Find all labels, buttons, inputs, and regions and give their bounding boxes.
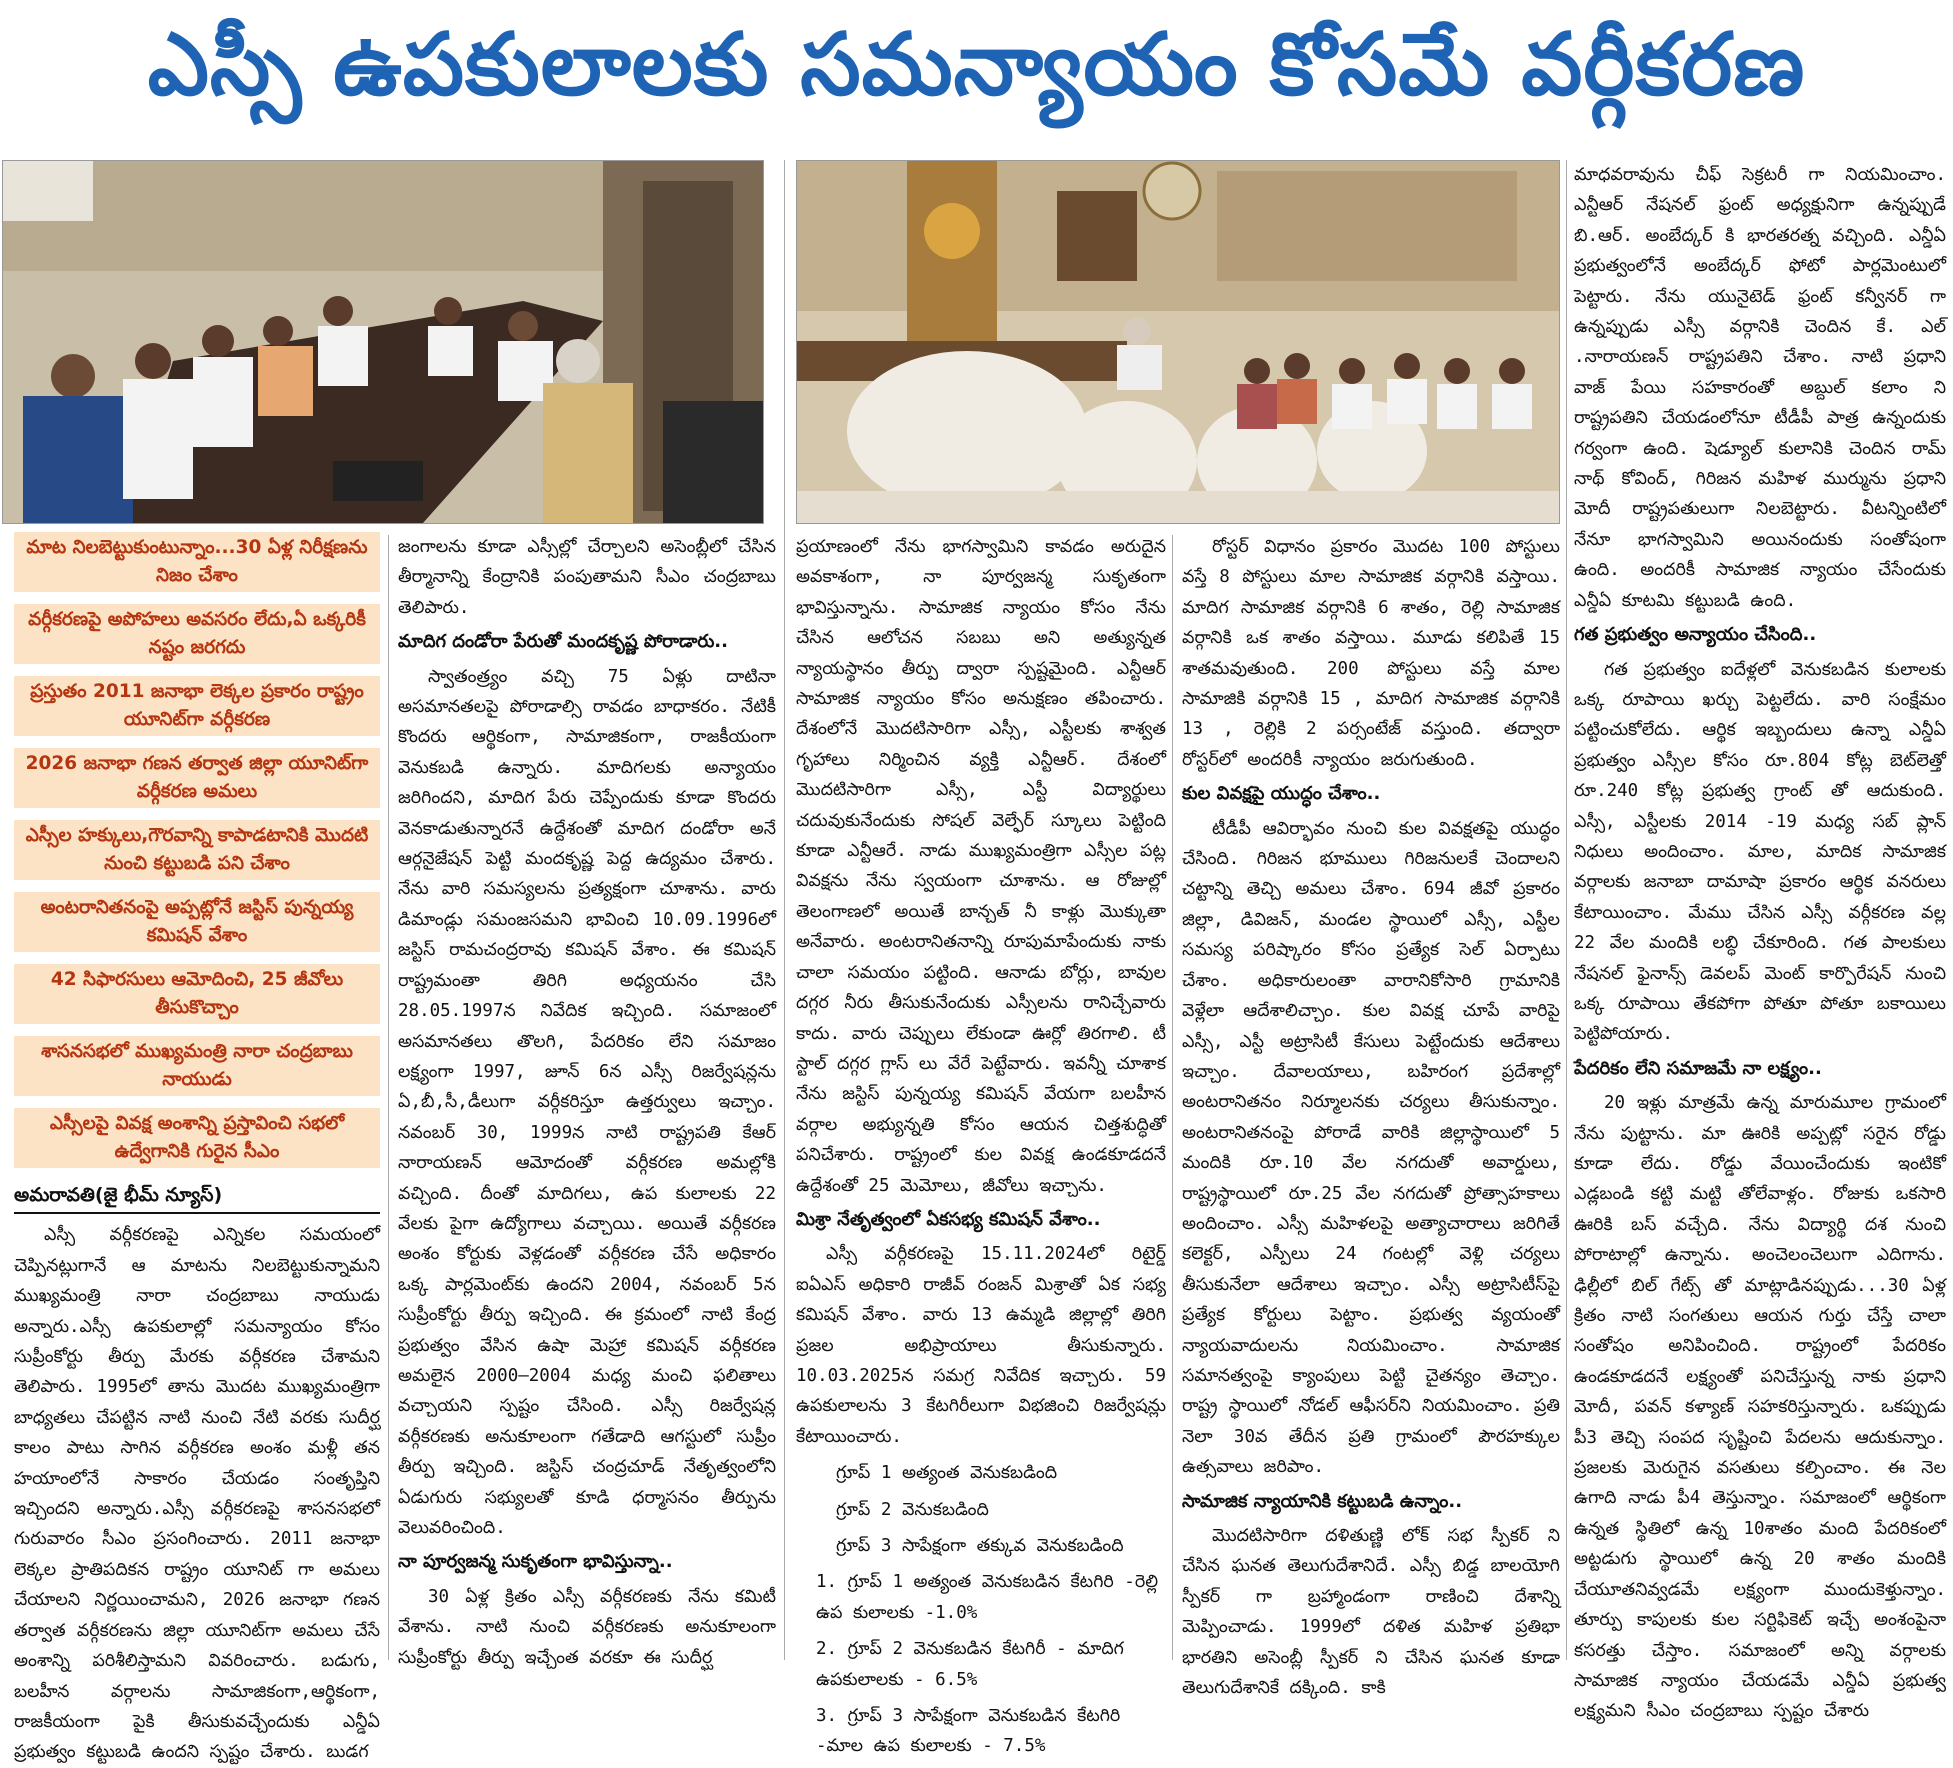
subheading: మిశ్రా నేతృత్వంలో ఏకసభ్య కమిషన్ వేశాం.. bbox=[796, 1208, 1101, 1230]
photo-cm-meeting-image bbox=[3, 161, 763, 523]
article-paragraph: స్వాతంత్ర్యం వచ్చి 75 ఏళ్లు దాటినా అసమానతలపై పోరాడాల్సి రావడం బాధాకరం. నేటికీ కొందరు ఆర్థికంగా, సామాజికంగా, రాజకీయంగా వెనుకబడి ఉన్నారు. మాదిగలకు అన్యాయం జరిగిందని, మాదిగ పేరు చెప్పేందుకు కూడా కొందరు వెనకాడుతున్నారనే ఉద్దేశంతో మాదిగ దండోరా అనే ఆర్గనైజేషన్ పెట్టి మందకృష్ణ పెద్ద ఉద్యమం చేశారు. నేను వారి సమస్యలను ప్రత్యక్షంగా చూశాను. వారు డిమాండ్లు సమంజసమని భావించి 10.09.1996లో జస్టిస్ రామచంద్రరావు కమిషన్ వేశాం. ఈ కమిషన్ రాష్ట్రమంతా తిరిగి అధ్యయనం చేసి 28.05.1997న నివేదిక ఇచ్చింది. సమాజంలో అసమానతలు తొలగి, పేదరికం లేని సమాజం లక్ష్యంగా 1997, జూన్ 6న ఎస్సీ రిజర్వేషన్లను ఏ,బీ,సీ,డీలుగా వర్గీకరిస్తూ ఉత్తర్వులు ఇచ్చాం. నవంబర్ 30, 1999న నాటి రాష్ట్రపతి కేఆర్ నారాయణన్ ఆమోదంతో వర్గీకరణ అమల్లోకి వచ్చింది. దీంతో మాదిగలు, ఉప కులాలకు 22 వేలకు పైగా ఉద్యోగాలు వచ్చాయి. అయితే వర్గీకరణ అంశం కోర్టుకు వెళ్లడంతో వర్గీకరణ చేసే అధికారం ఒక్క పార్లమెంట్‌కు ఉందని 2004, నవంబర్ 5న సుప్రీంకోర్టు తీర్పు ఇచ్చింది. ఈ క్రమంలో నాటి కేంద్ర ప్రభుత్వం వేసిన ఉషా మెహ్రా కమిషన్ వర్గీకరణ అమలైన 2000–2004 మధ్య మంచి ఫలితాలు వచ్చాయని స్పష్టం చేసింది. ఎస్సీ రిజర్వేషన్ల వర్గీకరణకు అనుకూలంగా గతేడాది ఆగస్టులో సుప్రీం తీర్పు ఇచ్చింది. జస్టిస్ చంద్రచూడ్ నేతృత్వంలోని ఏడుగురు సభ్యులతో కూడి ధర్మాసనం తీర్పును వెలువరించింది. bbox=[398, 666, 776, 1538]
article-paragraph: 30 ఏళ్ల క్రితం ఎస్సీ వర్గీకరణకు నేను కమిటీ వేశాను. నాటి నుంచి వర్గీకరణకు అనుకూలంగా సుప్రీంకోర్టు తీర్పు ఇచ్చేంత వరకూ ఈ సుదీర్ఘ bbox=[398, 1586, 776, 1668]
article-paragraph: రోస్టర్ విధానం ప్రకారం మొదట 100 పోస్టులు వస్తే 8 పోస్టులు మాల సామాజిక వర్గానికి వస్తాయి. మాదిగ సామాజిక వర్గానికి 6 శాతం, రెల్లి సామాజిక వర్గానికి ఒక శాతం వస్తాయి. మూడు కలిపితే 15 శాతమవుతుంది. 200 పోస్టులు వస్తే మాల సామాజికి వర్గానికి 15 , మాదిగ సామాజిక వర్గానికి 13 , రెల్లికి 2 పర్సంటేజ్ వస్తుంది. తద్వారా రోస్టర్‌లో అందరికీ న్యాయం జరుగుతుంది. bbox=[1182, 537, 1560, 770]
article-column-4 bbox=[1182, 532, 1560, 1699]
photo-cm-office-meeting bbox=[796, 160, 1560, 524]
dateline-byline: అమరావతి(జై భీమ్ న్యూస్) bbox=[14, 1180, 380, 1214]
article-paragraph: ఎస్సీ వర్గీకరణపై 15.11.2024లో రిటైర్డ్ ఐఏఎస్ అధికారి రాజీవ్ రంజన్ మిశ్రాతో ఏక సభ్య కమిషన్ వేశాం. వారు 13 ఉమ్మడి జిల్లాల్లో తిరిగి ప్రజల అభిప్రాయాలు తీసుకున్నారు. 10.03.2025న సమగ్ర నివేదిక ఇచ్చారు. 59 ఉపకులాలను 3 కేటగిరీలుగా విభజించి రిజర్వేషన్లు కేటాయించారు. bbox=[796, 1244, 1166, 1447]
reservation-share-item: 2. గ్రూప్ 2 వెనుకబడిన కేటగిరీ - మాదిగ ఉపకులాలకు - 6.5% bbox=[816, 1639, 1124, 1690]
highlight-point: అంటరానితనంపై అప్పట్లోనే జస్టిస్ పున్నయ్య కమిషన్ వేశాం bbox=[14, 892, 380, 952]
subheading: సామాజిక న్యాయానికి కట్టుబడి ఉన్నాం.. bbox=[1182, 1490, 1463, 1512]
subheading: కుల వివక్షపై యుద్ధం చేశాం.. bbox=[1182, 783, 1381, 805]
highlight-point: ఎస్సీలపై వివక్ష అంశాన్ని ప్రస్తావించి సభలో ఉద్వేగానికి గురైన సీఎం bbox=[14, 1108, 380, 1168]
subheading: మాదిగ దండోరా పేరుతో మందకృష్ణ పోరాడారు.. bbox=[398, 631, 728, 653]
highlight-point: 42 సిఫారసులు ఆమోదించి, 25 జీవోలు తీసుకొచ్చాం bbox=[14, 964, 380, 1024]
highlight-point: శాసనసభలో ముఖ్యమంత్రి నారా చంద్రబాబు నాయుడు bbox=[14, 1036, 380, 1096]
photo-cm-meeting-conference-room bbox=[2, 160, 764, 524]
group-item: గ్రూప్ 3 సాపేక్షంగా తక్కువ వెనుకబడింది bbox=[836, 1536, 1124, 1556]
subheading: పేదరికం లేని సమాజమే నా లక్ష్యం.. bbox=[1574, 1057, 1822, 1079]
article-paragraph: 20 ఇళ్లు మాత్రమే ఉన్న మారుమూల గ్రామంలో నేను పుట్టాను. మా ఊరికి అప్పట్లో సరైన రోడ్డు కూడా లేదు. రోడ్డు వేయించేందుకు ఇంటికో ఎడ్లబండి కట్టి మట్టి తోలేవాళ్లం. రోజుకు ఒకసారి ఊరికి బస్ వచ్చేది. నేను విద్యార్థి దశ నుంచి పోరాటాల్లో ఉన్నాను. అంచెలంచెలుగా ఎదిగాను. ఢిల్లీలో బిల్ గేట్స్ తో మాట్లాడినప్పుడు...30 ఏళ్ల క్రితం నాటి సంగతులు ఆయన గుర్తు చేస్తే చాలా సంతోషం అనిపించింది. రాష్ట్రంలో పేదరికం ఉండకూడదనే లక్ష్యంతో పనిచేస్తున్న నాకు ప్రధాని మోదీ, పవన్ కళ్యాణ్ సహకరిస్తున్నారు. ఒకప్పుడు పీ3 తెచ్చి సంపద సృష్టించి పేదలను ఆదుకున్నాం. ప్రజలకు మెరుగైన వసతులు కల్పించాం. ఈ నెల ఉగాది నాడు పీ4 తెస్తున్నాం. సమాజంలో ఆర్థికంగా ఉన్నత స్థితిలో ఉన్న 10శాతం మంది పేదరికంలో అట్టడుగు స్థాయిలో ఉన్న 20 శాతం మందికి చేయూతనివ్వడమే లక్ష్యంగా ముందుకెళ్తున్నాం. తూర్పు కాపులకు కుల సర్టిఫికెట్ ఇచ్చే అంశంపైనా కసరత్తు చేస్తాం. సమాజంలో అన్ని వర్గాలకు సామాజిక న్యాయం చేయడమే ఎన్డీఏ ప్రభుత్వ లక్ష్యమని సీఎం చంద్రబాబు స్పష్టం చేశారు bbox=[1574, 1093, 1946, 1722]
subheading: నా పూర్వజన్మ సుకృతంగా భావిస్తున్నా.. bbox=[398, 1551, 673, 1573]
highlight-point: మాట నిలబెట్టుకుంటున్నాం...30 ఏళ్ల నిరీక్షణను నిజం చేశాం bbox=[14, 532, 380, 592]
article-paragraph: ప్రయాణంలో నేను భాగస్వామిని కావడం అరుదైన అవకాశంగా, నా పూర్వజన్మ సుకృతంగా భావిస్తున్నాను. సామాజిక న్యాయం కోసం నేను చేసిన ఆలోచన సబబు అని అత్యున్నత న్యాయస్థానం తీర్పు ద్వారా స్పష్టమైంది. ఎన్టీఆర్ సామాజిక న్యాయం కోసం అనుక్షణం తపించారు. దేశంలోనే మొదటిసారిగా ఎస్సీ, ఎస్టీలకు శాశ్వత గృహాలు నిర్మించిన వ్యక్తి ఎన్టీఆర్. దేశంలో మొదటిసారిగా ఎస్సీ, ఎస్టీ విద్యార్థులు చదువుకునేందుకు సోషల్ వెల్ఫేర్ స్కూలు పెట్టింది కూడా ఎన్టీఆరే. నాడు ముఖ్యమంత్రిగా ఎస్సీల పట్ల వివక్షను నేను స్వయంగా చూశాను. ఆ రోజుల్లో తెలంగాణలో అయితే బాన్చత్ నీ కాళ్లు మొక్కుతా అనేవారు. అంటరానితనాన్ని రూపుమాపేందుకు నాకు చాలా సమయం పట్టింది. ఆనాడు బోర్లు, బావుల దగ్గర నీరు తీసుకునేందుకు ఎస్సీలను రానిచ్చేవారు కాదు. వారు చెప్పులు లేకుండా ఊర్లో తిరగాలి. టీ స్టాల్ దగ్గర గ్లాస్ లు వేరే పెట్టేవారు. ఇవన్నీ చూశాక నేను జస్టిస్ పున్నయ్య కమిషన్ వేయగా బలహీన వర్గాల అభ్యున్నతి కోసం ఆయన చిత్తశుద్ధితో పనిచేశారు. రాష్ట్రంలో కుల వివక్ష ఉండకూడదనే ఉద్దేశంతో 25 మెమోలు, జీవోలు ఇచ్చాను. bbox=[796, 537, 1166, 1196]
column-divider bbox=[1566, 160, 1567, 1660]
column-divider bbox=[784, 160, 785, 1660]
article-paragraph: మాధవరావును చీఫ్ సెక్రటరీ గా నియమించాం. ఎన్టీఆర్ నేషనల్ ఫ్రంట్ అధ్యక్షునిగా ఉన్నప్పుడే బి.ఆర్. అంబేద్కర్ కి భారతరత్న వచ్చింది. ఎన్డీఏ ప్రభుత్వంలోనే అంబేద్కర్ ఫోటో పార్లమెంటులో పెట్టారు. నేను యునైటెడ్ ఫ్రంట్ కన్వీనర్ గా ఉన్నప్పుడు ఎస్సీ వర్గానికి చెందిన కే. ఎల్ .నారాయణన్ రాష్ట్రపతిని చేశాం. నాటి ప్రధాని వాజ్ పేయి సహకారంతో అబ్దుల్ కలాం ని రాష్ట్రపతిని చేయడంలోనూ టీడీపీ పాత్ర ఉన్నందుకు గర్వంగా ఉంది. షెడ్యూల్ కులానికి చెందిన రామ్ నాథ్ కోవింద్, గిరిజన మహిళ ముర్మును ప్రధాని మోదీ రాష్ట్రపతులుగా నిలబెట్టారు. వీటన్నింటిలో నేనూ భాగస్వామిని అయినందుకు సంతోషంగా ఉంది. అందరికీ సామాజిక న్యాయం చేసేందుకు ఎన్డీఏ కూటమి కట్టుబడి ఉంది. bbox=[1574, 165, 1946, 611]
highlight-point: 2026 జనాభా గణన తర్వాత జిల్లా యూనిట్‌గా వర్గీకరణ అమలు bbox=[14, 748, 380, 808]
article-paragraph: టీడీపీ ఆవిర్భావం నుంచి కుల వివక్షతపై యుద్ధం చేసింది. గిరిజన భూములు గిరిజనులకే చెందాలని చట్టాన్ని తెచ్చి అమలు చేశాం. 694 జీవో ప్రకారం జిల్లా, డివిజన్, మండల స్థాయిలో ఎస్సీ, ఎస్టీల సమస్య పరిష్కారం కోసం ప్రత్యేక సెల్ ఏర్పాటు చేశాం. అధికారులంతా వారానికోసారి గ్రామానికి వెళ్లేలా ఆదేశాలిచ్చాం. కుల వివక్ష చూపే వారిపై ఎస్సీ, ఎస్టీ అట్రాసిటీ కేసులు పెట్టేందుకు ఆదేశాలు ఇచ్చాం. దేవాలయాలు, బహిరంగ ప్రదేశాల్లో అంటరానితనం నిర్మూలనకు చర్యలు తీసుకున్నాం. అంటరానితనంపై పోరాడే వారికి జిల్లాస్థాయిలో 5 మందికి రూ.10 వేల నగదుతో అవార్డులు, రాష్ట్రస్థాయిలో రూ.25 వేల నగదుతో ప్రోత్సాహకాలు అందించాం. ఎస్సీ మహిళలపై అత్యాచారాలు జరిగితే కలెక్టర్, ఎస్పీలు 24 గంటల్లో వెళ్లి చర్యలు తీసుకునేలా ఆదేశాలు ఇచ్చాం. ఎస్సీ అట్రాసిటీస్‌పై ప్రత్యేక కోర్టులు పెట్టాం. ప్రభుత్వ వ్యయంతో న్యాయవాదులను నియమించాం. సామాజిక సమానత్వంపై క్యాంపులు పెట్టి చైతన్యం తెచ్చాం. రాష్ట్ర స్థాయిలో నోడల్ ఆఫీసర్‌ని నియమించాం. ప్రతి నెలా 30వ తేదీన ప్రతి గ్రామంలో పౌరహక్కుల ఉత్సవాలు జరిపాం. bbox=[1182, 818, 1560, 1478]
column-divider bbox=[388, 535, 389, 1660]
column-divider bbox=[1172, 535, 1173, 1660]
article-paragraph: గత ప్రభుత్వం ఐదేళ్లలో వెనుకబడిన కులాలకు ఒక్క రూపాయి ఖర్చు పెట్టలేదు. వారి సంక్షేమం పట్టించుకోలేదు. ఆర్థిక ఇబ్బందులు ఉన్నా ఎన్డీఏ ప్రభుత్వం ఎస్సీల కోసం రూ.804 కోట్ల బెట్‌లెత్తో రూ.240 కోట్ల ప్రభుత్వ గ్రాంట్ తో ఆదుకుంది. ఎస్సీ, ఎస్టీలకు 2014 -19 మధ్య సబ్ ప్లాన్ నిధులు అందించాం. మాల, మాదిక సామాజిక వర్గాలకు జనాబా దామాషా ప్రకారం ఆర్థిక వనరులు కేటాయించాం. మేము చేసిన ఎస్సీ వర్గీకరణ వల్ల 22 వేల మందికి లబ్ధి చేకూరింది. గత పాలకులు నేషనల్ ఫైనాన్స్ డెవలప్ మెంట్ కార్పొరేషన్ నుంచి ఒక్క రూపాయి తేకపోగా పోతూ పోతూ బకాయిలు పెట్టిపోయారు. bbox=[1574, 659, 1946, 1045]
article-column-5 bbox=[1574, 160, 1946, 1722]
article-paragraph: ఎస్సీ వర్గీకరణపై ఎన్నికల సమయంలో చెప్పినట్లుగానే ఆ మాటను నిలబెట్టుకున్నామని ముఖ్యమంత్రి నారా చంద్రబాబు నాయుడు అన్నారు.ఎస్సీ ఉపకులాల్లో సమన్యాయం కోసం సుప్రీంకోర్టు తీర్పు మేరకు వర్గీకరణ చేశామని తెలిపారు. 1995లో తాను మొదట ముఖ్యమంత్రిగా బాధ్యతలు చేపట్టిన నాటి నుంచి నేటి వరకు సుదీర్ఘ కాలం పాటు సాగిన వర్గీకరణ అంశం మళ్లీ తన హయాంలోనే సాకారం చేయడం సంతృప్తిని ఇచ్చిందని అన్నారు.ఎస్సీ వర్గీకరణపై శాసనసభలో గురువారం సీఎం ప్రసంగించారు. 2011 జనాభా లెక్కల ప్రాతిపదికన రాష్ట్రం యూనిట్ గా అమలు చేయాలని నిర్ణయించామని, 2026 జనాభా గణన తర్వాత వర్గీకరణను జిల్లా యూనిట్‌గా అమలు చేసే అంశాన్ని పరిశీలిస్తామని వివరించారు. బడుగు, బలహీన వర్గాలను సామాజికంగా,ఆర్థికంగా, రాజకీయంగా పైకి తీసుకువచ్చేందుకు ఎన్డీఏ ప్రభుత్వం కట్టుబడి ఉందని స్పష్టం చేశారు. బుడగ bbox=[14, 1225, 380, 1763]
article-column-1 bbox=[14, 532, 380, 1763]
highlights-box bbox=[14, 532, 380, 1168]
highlight-point: ఎస్సీల హక్కులు,గౌరవాన్ని కాపాడటానికి మొదటి నుంచి కట్టుబడి పని చేశాం bbox=[14, 820, 380, 880]
group-item: గ్రూప్ 2 వెనుకబడింది bbox=[836, 1499, 989, 1520]
article-column-3 bbox=[796, 532, 1166, 1757]
article-paragraph: మొదటిసారిగా దళితుణ్ణి లోక్ సభ స్పీకర్ ని చేసిన ఘనత తెలుగుదేశానిదే. ఎస్సీ బిడ్డ బాలయోగి స్పీకర్ గా బ్రహ్మాండంగా రాణించి దేశాన్ని మెప్పించాడు. 1999లో దళిత మహిళ ప్రతిభా భారతిని అసెంబ్లీ స్పీకర్ ని చేసిన ఘనత కూడా తెలుగుదేశానికే దక్కింది. కాకి bbox=[1182, 1526, 1560, 1699]
headline: ఎస్సీ ఉపకులాలకు సమన్యాయం కోసమే వర్గీకరణ bbox=[147, 14, 1806, 115]
highlight-point: వర్గీకరణపై అపోహలు అవసరం లేదు,ఏ ఒక్కరికీ నష్టం జరగదు bbox=[14, 604, 380, 664]
article-paragraph: జంగాలను కూడా ఎస్సీల్లో చేర్చాలని అసెంబ్లీలో చేసిన తీర్మానాన్ని కేంద్రానికి పంపుతామని సీఎం చంద్రబాబు తెలిపారు. bbox=[398, 537, 776, 618]
reservation-share-item: 1. గ్రూప్ 1 అత్యంత వెనుకబడిన కేటగిరి -రెల్లి ఉప కులాలకు -1.0% bbox=[816, 1572, 1159, 1623]
article-column-2 bbox=[398, 532, 776, 1668]
group-item: గ్రూప్ 1 అత్యంత వెనుకబడింది bbox=[836, 1463, 1058, 1484]
highlight-point: ప్రస్తుతం 2011 జనాభా లెక్కల ప్రకారం రాష్ట్రం యూనిట్‌గా వర్గీకరణ bbox=[14, 676, 380, 736]
subheading: గత ప్రభుత్వం అన్యాయం చేసింది.. bbox=[1574, 624, 1817, 646]
reservation-share-item: 3. గ్రూప్ 3 సాపేక్షంగా వెనుకబడిన కేటగిరి -మాల ఉప కులాలకు - 7.5% bbox=[816, 1706, 1121, 1757]
photo-cm-office-image bbox=[797, 161, 1559, 523]
